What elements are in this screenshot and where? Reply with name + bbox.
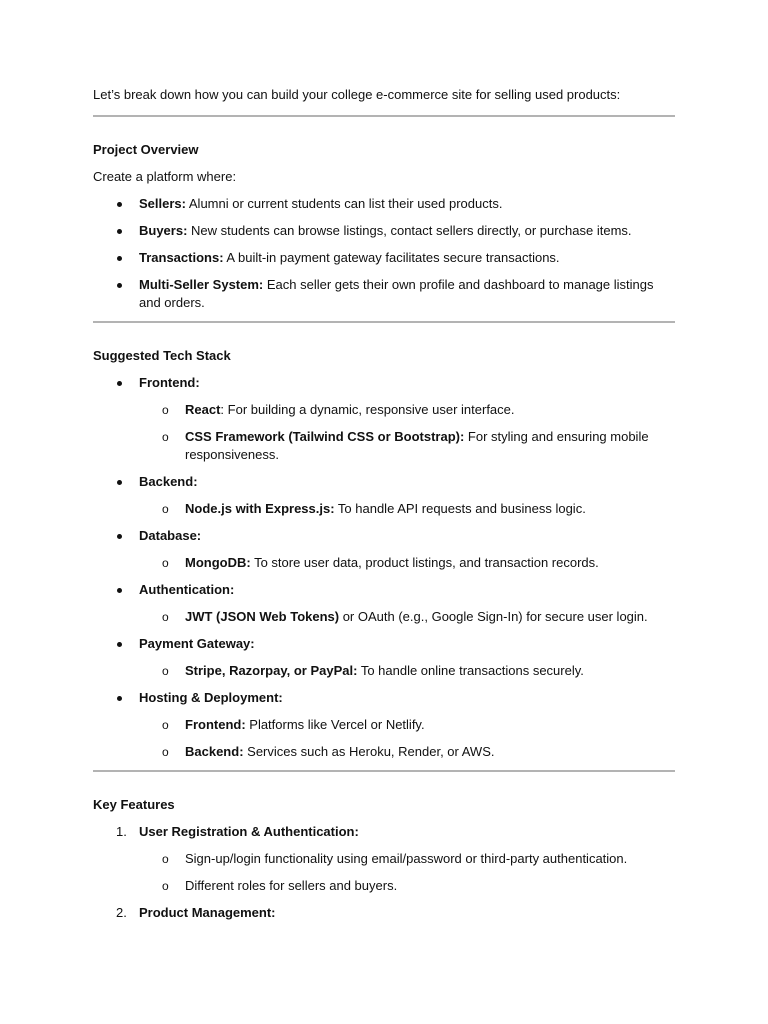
item-label: Database: xyxy=(139,528,202,543)
item-label: Sellers: xyxy=(139,196,186,211)
list-item xyxy=(93,689,675,761)
intro-paragraph: Let’s break down how you can build your college e-commerce site for selling used products: xyxy=(93,87,621,102)
bullet-icon xyxy=(117,642,122,647)
section-heading-key-features: Key Features xyxy=(93,797,175,812)
circle-bullet-icon: o xyxy=(162,430,169,444)
sub-item-text: Platforms like Vercel or Netlify. xyxy=(245,717,425,732)
bullet-icon xyxy=(117,381,122,386)
sub-list-item xyxy=(139,554,675,572)
list-item xyxy=(93,276,675,312)
list-item xyxy=(93,823,675,895)
list-number: 1. xyxy=(116,824,127,839)
document-content xyxy=(93,86,675,931)
item-label: Multi-Seller System: xyxy=(139,277,264,292)
circle-bullet-icon: o xyxy=(162,879,169,893)
sub-list-item xyxy=(139,716,675,734)
circle-bullet-icon: o xyxy=(162,852,169,866)
sub-item-label: Backend: xyxy=(185,744,244,759)
circle-bullet-icon: o xyxy=(162,403,169,417)
bullet-icon xyxy=(117,256,122,261)
list-item xyxy=(93,374,675,464)
item-text: Alumni or current students can list their used products. xyxy=(185,196,503,211)
sub-item-text: : For building a dynamic, responsive user interface. xyxy=(220,402,515,417)
list-item xyxy=(93,222,675,240)
item-label: Hosting & Deployment: xyxy=(139,690,283,705)
sub-item-label: MongoDB: xyxy=(185,555,251,570)
sub-item-label: JWT (JSON Web Tokens) xyxy=(185,609,340,624)
horizontal-rule xyxy=(93,321,675,323)
bullet-icon xyxy=(117,696,122,701)
sub-list xyxy=(139,554,675,572)
tech-stack-list xyxy=(93,374,675,761)
bullet-icon xyxy=(117,480,122,485)
sub-list-item xyxy=(139,877,675,895)
sub-list xyxy=(139,608,675,626)
circle-bullet-icon: o xyxy=(162,556,169,570)
overview-lead: Create a platform where: xyxy=(93,169,237,184)
sub-list-item xyxy=(139,428,675,464)
sub-item-label: Frontend: xyxy=(185,717,246,732)
sub-item-label: React xyxy=(185,402,221,417)
item-label: Transactions: xyxy=(139,250,224,265)
bullet-icon xyxy=(117,283,122,288)
sub-item-label: Node.js with Express.js: xyxy=(185,501,335,516)
circle-bullet-icon: o xyxy=(162,502,169,516)
sub-list-item xyxy=(139,662,675,680)
overview-list xyxy=(93,195,675,312)
sub-item-text: Services such as Heroku, Render, or AWS. xyxy=(243,744,495,759)
list-item xyxy=(93,249,675,267)
item-label: Frontend: xyxy=(139,375,200,390)
sub-item-text: To handle API requests and business logic. xyxy=(334,501,586,516)
sub-list xyxy=(139,716,675,761)
sub-item-label: Stripe, Razorpay, or PayPal: xyxy=(185,663,358,678)
item-label: User Registration & Authentication: xyxy=(139,824,359,839)
item-label: Payment Gateway: xyxy=(139,636,255,651)
item-text: New students can browse listings, contact sellers directly, or purchase items. xyxy=(187,223,632,238)
sub-list-item xyxy=(139,743,675,761)
list-item xyxy=(93,904,675,922)
sub-list xyxy=(139,401,675,464)
sub-list-item xyxy=(139,608,675,626)
list-item xyxy=(93,635,675,680)
item-text: A built-in payment gateway facilitates secure transactions. xyxy=(223,250,560,265)
horizontal-rule xyxy=(93,115,675,117)
circle-bullet-icon: o xyxy=(162,664,169,678)
section-heading-tech-stack: Suggested Tech Stack xyxy=(93,348,231,363)
list-item xyxy=(93,527,675,572)
sub-item-text: or OAuth (e.g., Google Sign-In) for secure user login. xyxy=(339,609,648,624)
circle-bullet-icon: o xyxy=(162,745,169,759)
bullet-icon xyxy=(117,202,122,207)
item-label: Authentication: xyxy=(139,582,235,597)
circle-bullet-icon: o xyxy=(162,610,169,624)
sub-list xyxy=(139,662,675,680)
sub-item-text: For styling and ensuring mobile responsiveness. xyxy=(185,429,649,462)
sub-list-item xyxy=(139,850,675,868)
bullet-icon xyxy=(117,588,122,593)
item-label: Buyers: xyxy=(139,223,188,238)
list-item xyxy=(93,581,675,626)
sub-item-text: Sign-up/login functionality using email/password or third-party authentication. xyxy=(185,851,628,866)
sub-item-label: CSS Framework (Tailwind CSS or Bootstrap): xyxy=(185,429,465,444)
list-number: 2. xyxy=(116,905,127,920)
sub-list-item xyxy=(139,500,675,518)
features-list xyxy=(93,823,675,922)
sub-item-text: To store user data, product listings, and transaction records. xyxy=(250,555,599,570)
sub-list xyxy=(139,500,675,518)
sub-item-text: To handle online transactions securely. xyxy=(357,663,584,678)
sub-list-item xyxy=(139,401,675,419)
sub-list xyxy=(139,850,675,895)
section-heading-overview: Project Overview xyxy=(93,142,199,157)
bullet-icon xyxy=(117,229,122,234)
list-item xyxy=(93,195,675,213)
horizontal-rule xyxy=(93,770,675,772)
item-text: Each seller gets their own profile and dashboard to manage listings and orders. xyxy=(139,277,654,310)
list-item xyxy=(93,473,675,518)
item-label: Backend: xyxy=(139,474,198,489)
sub-item-text: Different roles for sellers and buyers. xyxy=(185,878,398,893)
circle-bullet-icon: o xyxy=(162,718,169,732)
item-label: Product Management: xyxy=(139,905,276,920)
bullet-icon xyxy=(117,534,122,539)
